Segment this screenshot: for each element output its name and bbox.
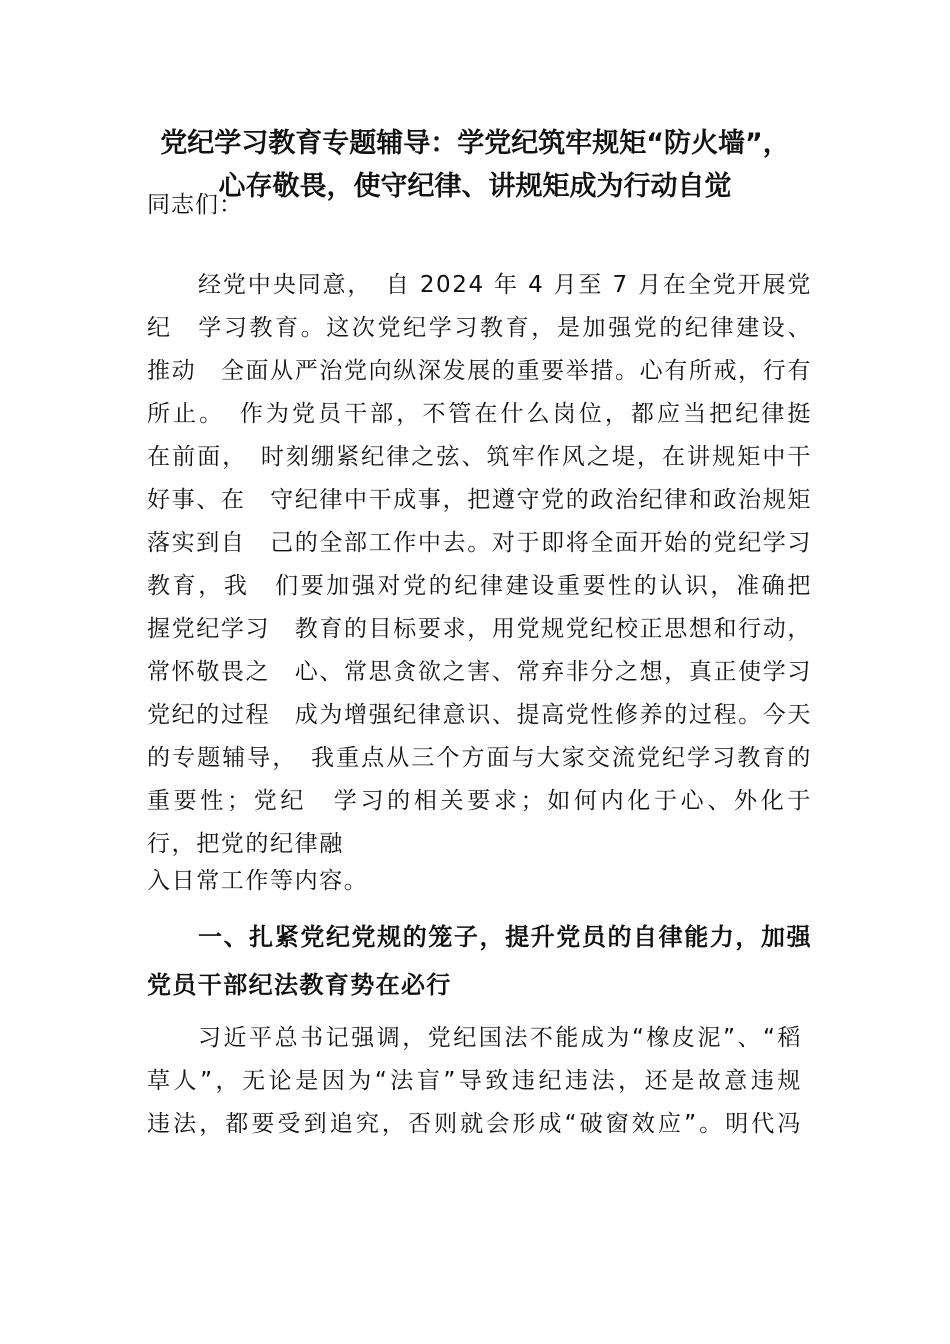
paragraph-1-line-1: 经党中央同意， 自 2024 年 4 月至 7 月在全党开展党 — [198, 272, 812, 298]
document-title-line-2: 心存敬畏，使守纪律、讲规矩成为行动自觉 — [218, 171, 732, 202]
paragraph-2-line-2: 草人”，无论是因为“法盲”导致违纪违法，还是故意违规 — [147, 1068, 802, 1094]
paragraph-1-line-10: 常怀敬畏之 心、常思贪欲之害、常弃非分之想，真正使学习 — [147, 659, 812, 685]
section-1-heading-line-2: 党员干部纪法教育势在必行 — [147, 971, 452, 999]
paragraph-1-line-8: 教育，我 们要加强对党的纪律建设重要性的认识，准确把 — [147, 573, 812, 599]
paragraph-2-line-3: 违法，都要受到追究，否则就会形成“破窗效应”。明代冯 — [147, 1111, 802, 1137]
salutation: 同志们： — [147, 192, 243, 218]
paragraph-1-line-15: 入日常工作等内容。 — [147, 868, 369, 894]
paragraph-1-line-3: 推动 全面从严治党向纵深发展的重要举措。心有所戒，行有 — [147, 358, 812, 384]
paragraph-1-line-12: 的专题辅导， 我重点从三个方面与大家交流党纪学习教育的 — [147, 745, 812, 771]
paragraph-2-line-1: 习近平总书记强调，党纪国法不能成为“橡皮泥”、“稻 — [198, 1025, 802, 1051]
section-1-heading-line-1: 一、扎紧党纪党规的笼子，提升党员的自律能力，加强 — [198, 923, 812, 951]
paragraph-1-line-7: 落实到自 己的全部工作中去。对于即将全面开始的党纪学习 — [147, 530, 812, 556]
paragraph-1-line-5: 在前面， 时刻绷紧纪律之弦、筑牢作风之堤，在讲规矩中干 — [147, 444, 812, 470]
paragraph-1-line-4: 所止。 作为党员干部，不管在什么岗位，都应当把纪律挺 — [147, 401, 812, 427]
paragraph-1-line-14: 行，把党的纪律融 — [147, 831, 344, 857]
paragraph-1-line-11: 党纪的过程 成为增强纪律意识、提高党性修养的过程。今天 — [147, 702, 812, 728]
paragraph-1-line-2: 纪 学习教育。这次党纪学习教育，是加强党的纪律建设、 — [147, 315, 812, 341]
paragraph-1-line-6: 好事、在 守纪律中干成事，把遵守党的政治纪律和政治规矩 — [147, 487, 812, 513]
paragraph-1-line-9: 握党纪学习 教育的目标要求，用党规党纪校正思想和行动， — [147, 616, 812, 642]
document-title-line-1: 党纪学习教育专题辅导：学党纪筑牢规矩“防火墙”， — [160, 128, 790, 159]
paragraph-1-line-13: 重要性；党纪 学习的相关要求；如何内化于心、外化于 — [147, 788, 812, 814]
